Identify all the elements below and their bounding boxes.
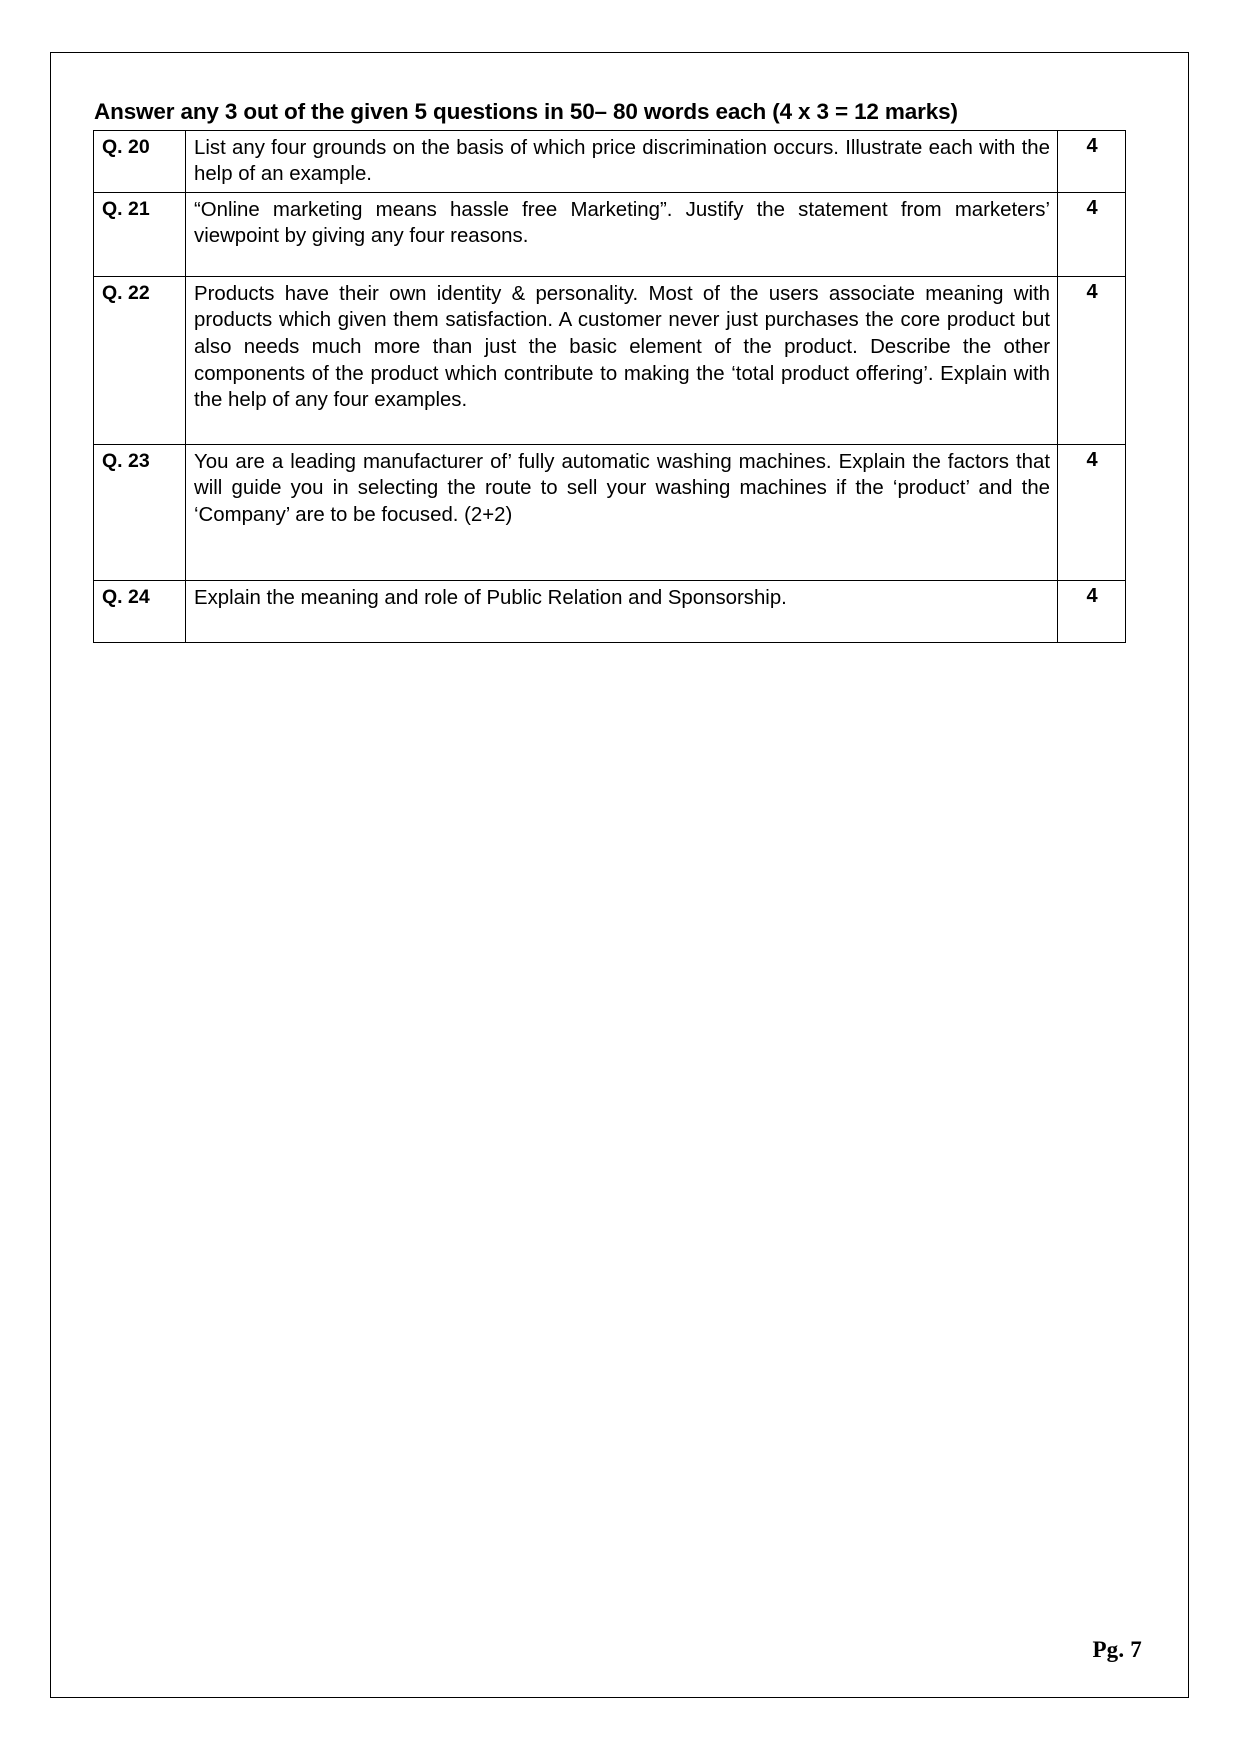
question-marks: 4: [1058, 580, 1126, 642]
question-text: Products have their own identity & personality. Most of the users associate meaning with products which given them satisfaction. A customer never just purchases the core product but also needs much more than just the basic element of the product. Describe the other components of the product which contribute to making the ‘total product offering’. Explain with the help of any four examples.: [186, 276, 1058, 444]
question-marks: 4: [1058, 444, 1126, 580]
question-marks: 4: [1058, 130, 1126, 192]
question-number: Q. 22: [94, 276, 186, 444]
question-text: List any four grounds on the basis of which price discrimination occurs. Illustrate each with the help of an example.: [186, 130, 1058, 192]
table-row: [94, 192, 1126, 276]
table-row: [94, 130, 1126, 192]
questions-table: [93, 130, 1126, 643]
page-sheet: [50, 52, 1189, 1698]
question-text: “Online marketing means hassle free Marketing”. Justify the statement from marketers’ viewpoint by giving any four reasons.: [186, 192, 1058, 276]
question-text: You are a leading manufacturer of’ fully automatic washing machines. Explain the factors that will guide you in selecting the route to sell your washing machines if the ‘product’ and the ‘Company’ are to be focused. (2+2): [186, 444, 1058, 580]
section-instruction-heading: Answer any 3 out of the given 5 questions in 50– 80 words each (4 x 3 = 12 marks): [94, 99, 958, 124]
table-row: [94, 444, 1126, 580]
question-number: Q. 23: [94, 444, 186, 580]
question-text: Explain the meaning and role of Public Relation and Sponsorship.: [186, 580, 1058, 642]
page-number-label: Pg. 7: [1092, 1637, 1142, 1662]
question-number: Q. 21: [94, 192, 186, 276]
question-number: Q. 24: [94, 580, 186, 642]
page-content-area: [93, 99, 1146, 1675]
question-marks: 4: [1058, 276, 1126, 444]
question-number: Q. 20: [94, 130, 186, 192]
table-row: [94, 276, 1126, 444]
question-marks: 4: [1058, 192, 1126, 276]
table-row: [94, 580, 1126, 642]
